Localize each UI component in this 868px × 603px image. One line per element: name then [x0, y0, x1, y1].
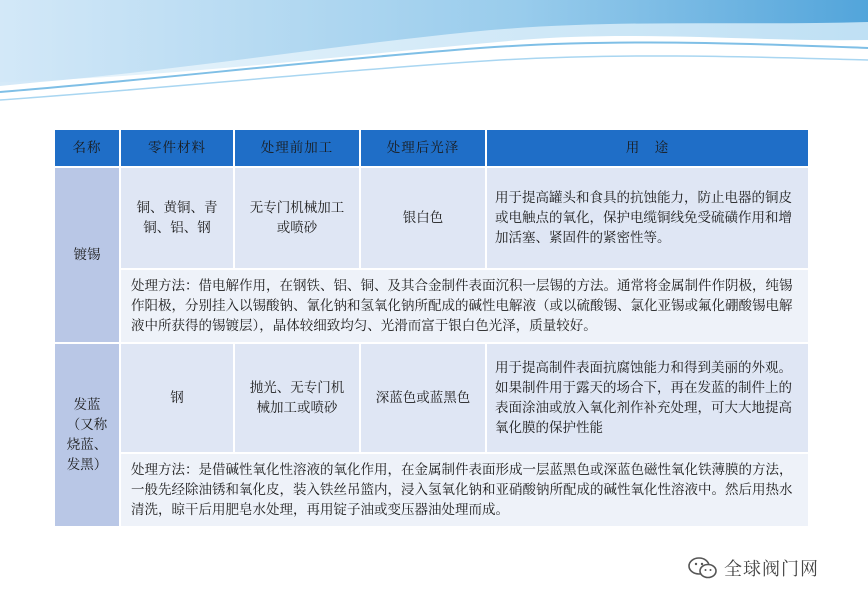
header-use: 用 途: [486, 129, 809, 167]
use-cell: 用于提高制件表面抗腐蚀能力和得到美丽的外观。如果制件用于露天的场合下，再在发蓝的制件上的表面涂油或放入氧化剂作补充处理，可大大地提高氧化膜的保护性能: [486, 343, 809, 453]
process-name-cell: [54, 167, 120, 343]
plating-table: [53, 128, 810, 528]
material-cell: 铜、黄铜、青铜、铝、钢: [120, 167, 234, 269]
method-cell: 处理方法：借电解作用，在钢铁、铝、铜、及其合金制件表面沉积一层锡的方法。通常将金属制件作阴极，纯锡作阳极，分别挂入以锡酸钠、氰化钠和氢氧化钠所配成的碱性电解液（或以硫酸锡、氯化亚锡或氟化硼酸锡电解液中所获得的锡镀层），晶体较细致均匀、光滑而富于银白色光泽，质量较好。: [120, 269, 809, 343]
pre-processing-cell: 无专门机械加工或喷砂: [234, 167, 360, 269]
process-name: 镀锡: [73, 247, 101, 263]
process-name: 发蓝（又称烧蓝、发黑）: [66, 397, 108, 473]
header-wave-decoration: [0, 0, 868, 110]
watermark-text: 全球阀门网: [724, 559, 819, 580]
pre-processing-cell: 抛光、无专门机械加工或喷砂: [234, 343, 360, 453]
table-row-method: [54, 453, 809, 527]
finish-cell: 深蓝色或蓝黑色: [360, 343, 486, 453]
table-row: [54, 343, 809, 453]
finish-cell: 银白色: [360, 167, 486, 269]
table-row: [54, 167, 809, 269]
wechat-icon: [688, 556, 718, 580]
use-cell: 用于提高罐头和食具的抗蚀能力，防止电器的铜皮或电触点的氧化，保护电缆铜线免受硫磺作用和增加活塞、紧固件的紧密性等。: [486, 167, 809, 269]
header-material: 零件材料: [120, 129, 234, 167]
table-row-method: [54, 269, 809, 343]
material-cell: 钢: [120, 343, 234, 453]
header-finish: 处理后光泽: [360, 129, 486, 167]
header-pre-processing: 处理前加工: [234, 129, 360, 167]
watermark: [688, 554, 819, 582]
process-name-cell: [54, 343, 120, 527]
header-name: 名称: [54, 129, 120, 167]
table-header-row: [54, 129, 809, 167]
method-cell: 处理方法：是借碱性氧化性溶液的氧化作用，在金属制件表面形成一层蓝黑色或深蓝色磁性氧化铁薄膜的方法，一般先经除油锈和氧化皮，装入铁丝吊篮内，浸入氢氧化钠和亚硝酸钠所配成的碱性氧化性溶液中。然后用热水清洗，晾干后用肥皂水处理，再用锭子油或变压器油处理而成。: [120, 453, 809, 527]
